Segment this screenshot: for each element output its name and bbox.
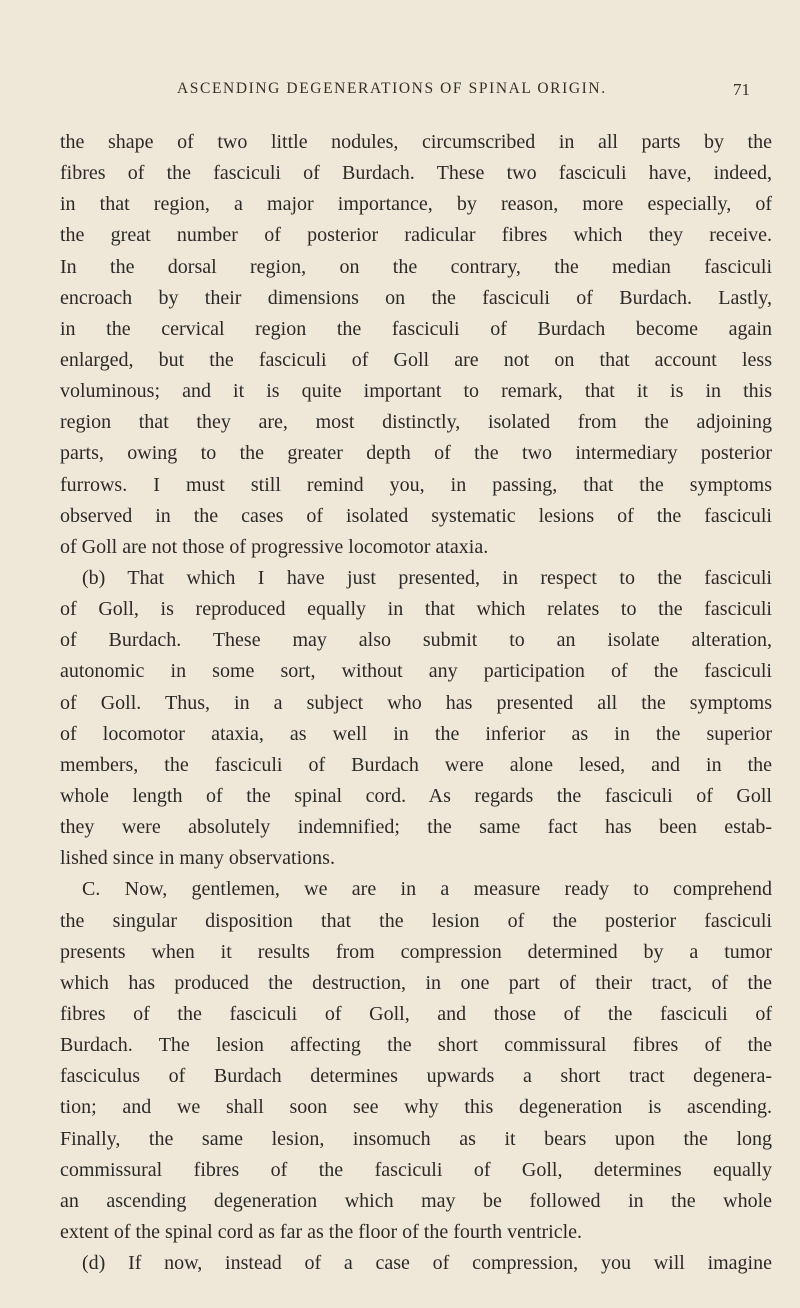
text-line: of Goll are not those of progressive locomotor ataxia. xyxy=(60,535,489,558)
text-line: enlarged, but the fasciculi of Goll are not on that account less xyxy=(60,348,772,371)
text-line: region that they are, most distinctly, isolated from the adjoining xyxy=(60,411,772,434)
text-line: which has produced the destruction, in one part of their tract, of the xyxy=(60,971,772,994)
text-line: furrows. I must still remind you, in passing, that the symptoms xyxy=(60,473,772,496)
text-line: (b) That which I have just presented, in respect to the fasciculi xyxy=(82,566,772,589)
text-line: voluminous; and it is quite important to remark, that it is in this xyxy=(60,380,772,403)
text-line: in the cervical region the fasciculi of Burdach become again xyxy=(60,317,772,340)
text-line: C. Now, gentlemen, we are in a measure ready to comprehend xyxy=(82,878,772,901)
text-line: of locomotor ataxia, as well in the inferior as in the superior xyxy=(60,722,772,745)
text-line: tion; and we shall soon see why this degeneration is ascending. xyxy=(60,1096,772,1119)
text-line: lished since in many observations. xyxy=(60,847,335,870)
text-line: members, the fasciculi of Burdach were alone lesed, and in the xyxy=(60,753,772,776)
text-line: the shape of two little nodules, circumscribed in all parts by the xyxy=(60,131,772,153)
running-title: ASCENDING DEGENERATIONS OF SPINAL ORIGIN. xyxy=(177,80,607,97)
text-line: the great number of posterior radicular fibres which they receive. xyxy=(60,224,772,247)
text-line: of Goll. Thus, in a subject who has presented all the symptoms xyxy=(60,691,772,714)
text-line: Finally, the same lesion, insomuch as it bears upon the long xyxy=(60,1127,772,1150)
text-line: of Burdach. These may also submit to an isolate alteration, xyxy=(60,629,772,652)
text-line: fasciculus of Burdach determines upwards a short tract degenera- xyxy=(60,1065,772,1088)
text-line: in that region, a major importance, by reason, more especially, of xyxy=(60,193,772,216)
text-line: an ascending degeneration which may be followed in the whole xyxy=(60,1189,772,1212)
text-line: autonomic in some sort, without any participation of the fasciculi xyxy=(60,660,772,683)
text-line: fibres of the fasciculi of Goll, and those of the fasciculi of xyxy=(60,1002,772,1025)
text-line: they were absolutely indemnified; the same fact has been estab- xyxy=(60,816,772,839)
text-line: commissural fibres of the fasciculi of Goll, determines equally xyxy=(60,1158,772,1181)
text-line: the singular disposition that the lesion of the posterior fasciculi xyxy=(60,909,772,932)
page-number: 71 xyxy=(733,80,750,99)
text-line: extent of the spinal cord as far as the floor of the fourth ventricle. xyxy=(60,1220,583,1243)
text-line: encroach by their dimensions on the fasciculi of Burdach. Lastly, xyxy=(60,286,772,309)
body-text xyxy=(60,127,772,1279)
text-line: Burdach. The lesion affecting the short commissural fibres of the xyxy=(60,1034,772,1057)
text-line: observed in the cases of isolated systematic lesions of the fasciculi xyxy=(60,504,772,527)
running-head xyxy=(60,80,770,104)
text-line: In the dorsal region, on the contrary, the median fasciculi xyxy=(60,255,772,278)
text-line: parts, owing to the greater depth of the two intermediary posterior xyxy=(60,442,772,465)
text-line: (d) If now, instead of a case of compression, you will imagine xyxy=(82,1252,772,1275)
text-line: fibres of the fasciculi of Burdach. These two fasciculi have, indeed, xyxy=(60,162,772,185)
text-line: of Goll, is reproduced equally in that which relates to the fasciculi xyxy=(60,598,772,621)
text-line: whole length of the spinal cord. As regards the fasciculi of Goll xyxy=(60,784,772,807)
text-line: presents when it results from compression determined by a tumor xyxy=(60,940,772,963)
